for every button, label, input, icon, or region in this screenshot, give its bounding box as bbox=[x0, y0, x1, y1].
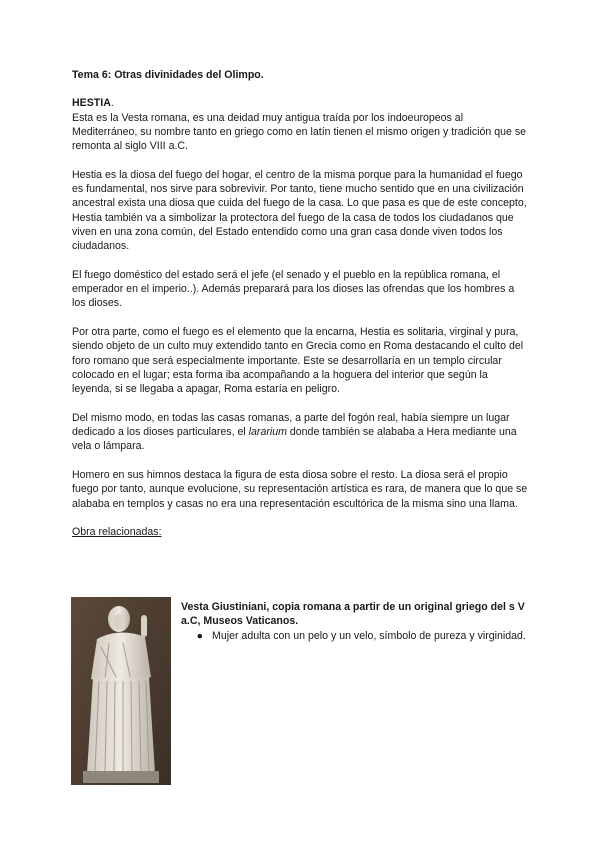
paragraph: El fuego doméstico del estado será el jefe (el senado y el pueblo en la república romana, el emperador en el imperio..). Además preparará para los dioses las ofrendas que los hombres a los dioses. bbox=[72, 268, 515, 310]
paragraph-text: donde también se alababa a Hera mediante una vela o lámpara. bbox=[72, 426, 517, 453]
figure-caption bbox=[181, 600, 531, 643]
paragraph: Por otra parte, como el fuego es el elemento que la encarna, Hestia es solitaria, virginal y pura, siendo objeto de un culto muy extendido tanto en Grecia como en Roma destacando el culto del foro romano que será especialmente importante. Este se desarrollaría en un templo circular colocado en el lugar; esta forma iba acompañando a la hoguera del interior que según la leyenda, si se llegaba a apagar, Roma estaría en peligro. bbox=[72, 326, 524, 396]
paragraph-text: Del mismo modo, en todas las casas romanas, a parte del fogón real, había siempre un lugar dedicado a los dioses particulares, el bbox=[72, 411, 510, 439]
section-heading-suffix: . bbox=[110, 97, 114, 110]
section-heading-text: HESTIA bbox=[72, 97, 111, 110]
bullet-item bbox=[181, 629, 531, 643]
bullet-text: Mujer adulta con un pelo y un velo, símbolo de pureza y virginidad. bbox=[212, 629, 526, 642]
paragraph: Homero en sus himnos destaca la figura de esta diosa sobre el resto. La diosa será el propio fuego por tanto, aunque evolucione, su representación artística es rara, de manera que lo que se alababa en templos y casas no era una representación escultórica de la misma sino una llama. bbox=[72, 469, 528, 510]
paragraph: Esta es la Vesta romana, es una deidad muy antigua traída por los indoeuropeos al Mediterráneo, su nombre tanto en griego como en latín tienen el mismo origen y tradición que se remonta al siglo VIII a.C. bbox=[72, 111, 527, 153]
document-body bbox=[72, 68, 530, 554]
bullet-dot-icon: ● bbox=[196, 629, 203, 642]
paragraph: Hestia es la diosa del fuego del hogar, el centro de la misma porque para la humanidad el fuego es fundamental, nos sirve para sobrevivir. Por tanto, tiene mucho sentido que en una civilización ancestral exista una diosa que cuida del fuego de la casa. Lo que pasa es que de este concepto, Hestia también va a simbolizar la protectora del fuego de la casa de todos los ciudadanos que viven en una zona común, del Estado entendido como una gran casa donde viven todos los ciudadanos. bbox=[72, 168, 527, 253]
statue-illustration bbox=[71, 597, 171, 785]
caption-title: Vesta Giustiniani, copia romana a partir de un original griego del s V a.C, Museos Vaticanos. bbox=[181, 601, 525, 628]
document-title: Tema 6: Otras divinidades del Olimpo. bbox=[72, 69, 264, 81]
related-works-heading: Obra relacionadas: bbox=[72, 526, 162, 539]
lararium-term: lararium bbox=[248, 426, 287, 439]
section-heading bbox=[72, 96, 530, 110]
vesta-statue-image bbox=[71, 597, 171, 785]
paragraph-lararium bbox=[72, 411, 530, 454]
